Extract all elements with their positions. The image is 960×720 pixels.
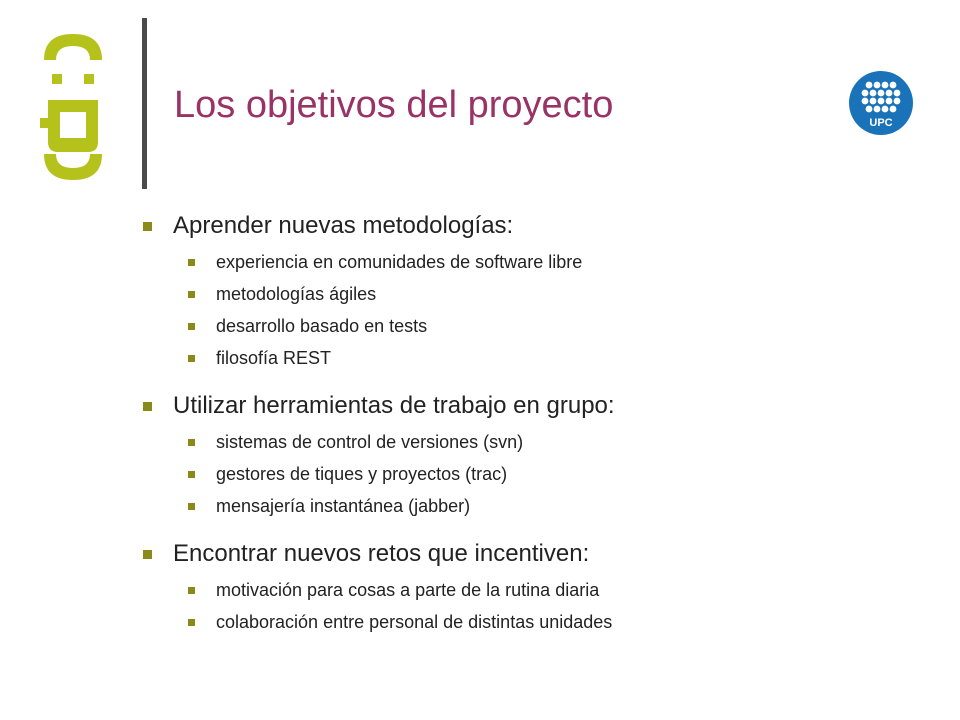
sub-bullet-text: motivación para cosas a parte de la rutina diaria <box>216 579 600 600</box>
sub-bullet-item <box>140 490 920 522</box>
sub-bullet-text: sistemas de control de versiones (svn) <box>216 431 524 452</box>
bullet-item <box>140 388 920 424</box>
sub-bullet-item <box>140 574 920 606</box>
square-bullet-icon <box>188 291 195 298</box>
title-divider <box>142 18 147 189</box>
upc-logo <box>848 70 914 136</box>
square-bullet-icon <box>188 355 195 362</box>
sub-bullet-text: metodologías ágiles <box>216 283 377 304</box>
sub-bullet-item <box>140 342 920 374</box>
sub-bullet-text: colaboración entre personal de distintas unidades <box>216 611 613 632</box>
sub-bullet-item <box>140 458 920 490</box>
square-bullet-icon <box>188 439 195 446</box>
sub-bullet-item <box>140 246 920 278</box>
square-bullet-icon <box>188 259 195 266</box>
bullet-item <box>140 208 920 244</box>
sub-bullet-list <box>140 574 920 638</box>
square-bullet-icon <box>143 550 152 559</box>
bullet-item <box>140 536 920 572</box>
sub-bullet-text: desarrollo basado en tests <box>216 315 428 336</box>
sub-bullet-text: experiencia en comunidades de software libre <box>216 251 583 272</box>
sub-bullet-text: gestores de tiques y proyectos (trac) <box>216 463 508 484</box>
sub-bullet-item <box>140 606 920 638</box>
bullet-heading: Encontrar nuevos retos que incentiven: <box>173 540 590 567</box>
square-bullet-icon <box>188 471 195 478</box>
sub-bullet-item <box>140 278 920 310</box>
sub-bullet-item <box>140 310 920 342</box>
square-bullet-icon <box>188 619 195 626</box>
sub-bullet-item <box>140 426 920 458</box>
square-bullet-icon <box>188 587 195 594</box>
square-bullet-icon <box>143 402 152 411</box>
bullet-section <box>140 208 920 374</box>
bullet-heading: Aprender nuevas metodologías: <box>173 212 514 239</box>
bullet-list <box>140 208 920 652</box>
bullet-section <box>140 388 920 522</box>
upc-logo-text: UPC <box>869 117 893 129</box>
square-bullet-icon <box>143 222 152 231</box>
sub-bullet-text: filosofía REST <box>216 347 332 368</box>
sub-bullet-list <box>140 246 920 374</box>
slide-title: Los objetivos del proyecto <box>174 84 614 126</box>
sub-bullet-list <box>140 426 920 522</box>
sub-bullet-text: mensajería instantánea (jabber) <box>216 495 471 516</box>
bullet-section <box>140 536 920 638</box>
square-bullet-icon <box>188 323 195 330</box>
square-bullet-icon <box>188 503 195 510</box>
bullet-heading: Utilizar herramientas de trabajo en grupo: <box>173 392 615 419</box>
emoticon-logo-icon <box>38 30 108 184</box>
